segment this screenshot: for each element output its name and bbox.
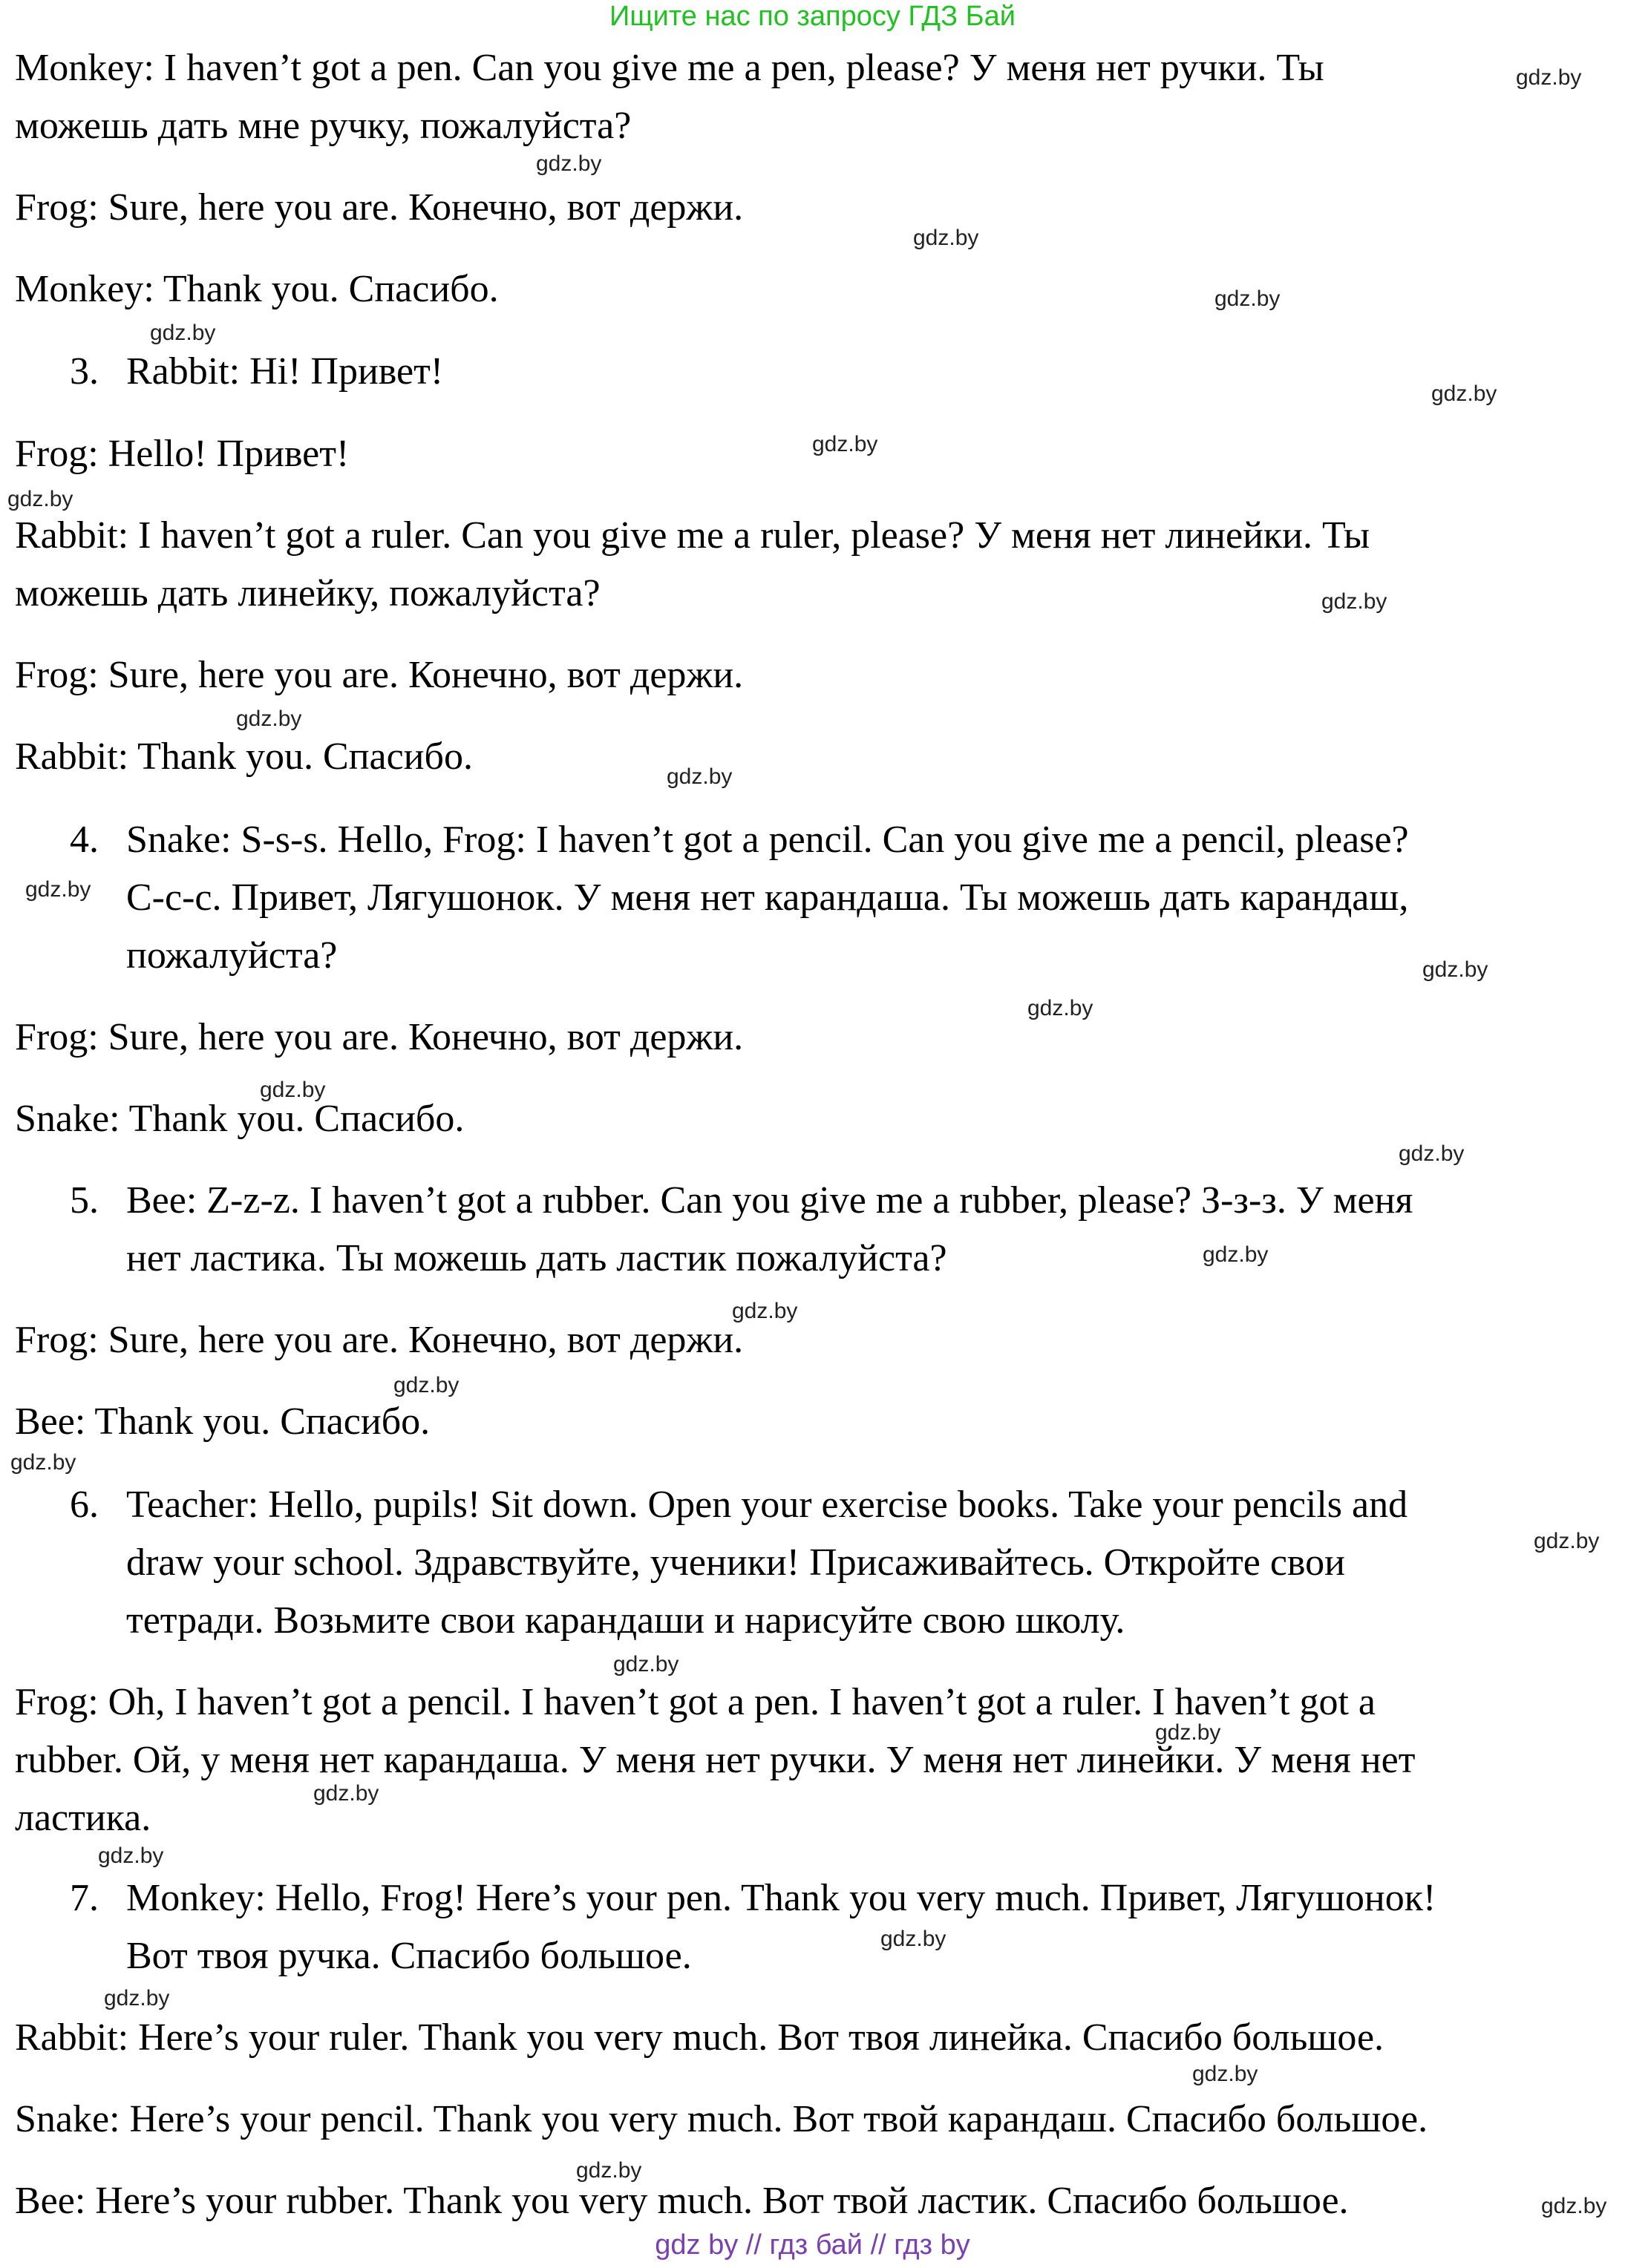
watermark: gdz.by [1534, 1529, 1600, 1553]
watermark: gdz.by [576, 2158, 642, 2183]
watermark: gdz.by [667, 764, 733, 789]
text-line: Teacher: Hello, pupils! Sit down. Open your exercise books. Take your pencils and [126, 1484, 1408, 1526]
text-line: Bee: Z-z-z. I haven’t got a rubber. Can you give me a rubber, please? З-з-з. У меня [126, 1179, 1413, 1222]
text-line: Snake: S-s-s. Hello, Frog: I haven’t got a pencil. Can you give me a pencil, please? [126, 819, 1409, 861]
watermark: gdz.by [393, 1373, 460, 1397]
item-number: 4. [70, 819, 99, 861]
text-line: С-с-с. Привет, Лягушонок. У меня нет карандаша. Ты можешь дать карандаш, [126, 876, 1409, 919]
text-line: Frog: Sure, here you are. Конечно, вот держи. [15, 1016, 744, 1058]
watermark: gdz.by [1155, 1720, 1221, 1745]
watermark: gdz.by [536, 151, 602, 176]
text-line: Bee: Thank you. Спасибо. [15, 1400, 431, 1443]
watermark: gdz.by [25, 877, 91, 902]
text-line: Monkey: Hello, Frog! Here’s your pen. Thank you very much. Привет, Лягушонок! [126, 1877, 1436, 1919]
text-line: Snake: Thank you. Спасибо. [15, 1098, 465, 1140]
watermark: gdz.by [1027, 996, 1093, 1020]
watermark: gdz.by [98, 1843, 164, 1868]
watermark: gdz.by [812, 432, 878, 456]
text-line: нет ластика. Ты можешь дать ластик пожалуйста? [126, 1237, 947, 1279]
text-line: Frog: Sure, here you are. Конечно, вот держи. [15, 1319, 744, 1361]
header-banner: Ищите нас по запросу ГДЗ Бай [609, 1, 1016, 32]
watermark: gdz.by [1192, 2062, 1258, 2086]
text-line: пожалуйста? [126, 934, 338, 977]
watermark: gdz.by [1431, 381, 1497, 406]
text-line: draw your school. Здравствуйте, ученики! Присаживайтесь. Откройте свои [126, 1541, 1345, 1584]
text-line: Rabbit: I haven’t got a ruler. Can you give me a ruler, please? У меня нет линейки. Ты [15, 514, 1370, 557]
watermark: gdz.by [1541, 2194, 1607, 2218]
text-line: rubber. Ой, у меня нет карандаша. У меня нет ручки. У меня нет линейки. У меня нет [15, 1739, 1416, 1781]
watermark: gdz.by [313, 1781, 379, 1806]
watermark: gdz.by [1516, 65, 1582, 90]
item-number: 7. [70, 1877, 99, 1919]
text-line: Frog: Hello! Привет! [15, 433, 350, 475]
text-line: Rabbit: Hi! Привет! [126, 350, 444, 393]
text-line: Monkey: Thank you. Спасибо. [15, 268, 499, 310]
text-line: Вот твоя ручка. Спасибо большое. [126, 1935, 692, 1977]
text-line: можешь дать мне ручку, пожалуйста? [15, 105, 632, 147]
text-line: ластика. [15, 1797, 151, 1839]
item-number: 5. [70, 1179, 99, 1222]
watermark: gdz.by [7, 487, 73, 511]
watermark: gdz.by [1399, 1141, 1465, 1166]
text-line: Frog: Sure, here you are. Конечно, вот держи. [15, 654, 744, 696]
watermark: gdz.by [260, 1078, 326, 1102]
watermark: gdz.by [1422, 957, 1488, 982]
watermark: gdz.by [613, 1652, 679, 1677]
watermark: gdz.by [880, 1927, 946, 1951]
watermark: gdz.by [236, 707, 302, 731]
watermark: gdz.by [1214, 286, 1281, 311]
text-line: Frog: Sure, here you are. Конечно, вот держи. [15, 186, 744, 229]
watermark: gdz.by [1203, 1242, 1269, 1267]
watermark: gdz.by [913, 226, 979, 250]
text-line: можешь дать линейку, пожалуйста? [15, 572, 601, 614]
text-line: Snake: Here’s your pencil. Thank you very much. Вот твой карандаш. Спасибо большое. [15, 2098, 1428, 2140]
watermark: gdz.by [104, 1986, 170, 2010]
text-line: Bee: Here’s your rubber. Thank you very much. Вот твой ластик. Спасибо большое. [15, 2180, 1349, 2222]
text-line: Frog: Oh, I haven’t got a pencil. I haven’t got a pen. I haven’t got a ruler. I haven’t got a [15, 1681, 1376, 1723]
text-line: Monkey: I haven’t got a pen. Can you give me a pen, please? У меня нет ручки. Ты [15, 47, 1324, 89]
item-number: 6. [70, 1484, 99, 1526]
footer-banner: gdz by // гдз бай // гдз by [655, 2229, 970, 2261]
text-line: Rabbit: Here’s your ruler. Thank you very much. Вот твоя линейка. Спасибо большое. [15, 2016, 1384, 2059]
text-line: Rabbit: Thank you. Спасибо. [15, 735, 473, 778]
watermark: gdz.by [10, 1450, 76, 1475]
item-number: 3. [70, 350, 99, 393]
watermark: gdz.by [150, 321, 216, 345]
watermark: gdz.by [732, 1299, 798, 1323]
text-line: тетради. Возьмите свои карандаши и нарисуйте свою школу. [126, 1599, 1125, 1642]
watermark: gdz.by [1321, 589, 1387, 614]
